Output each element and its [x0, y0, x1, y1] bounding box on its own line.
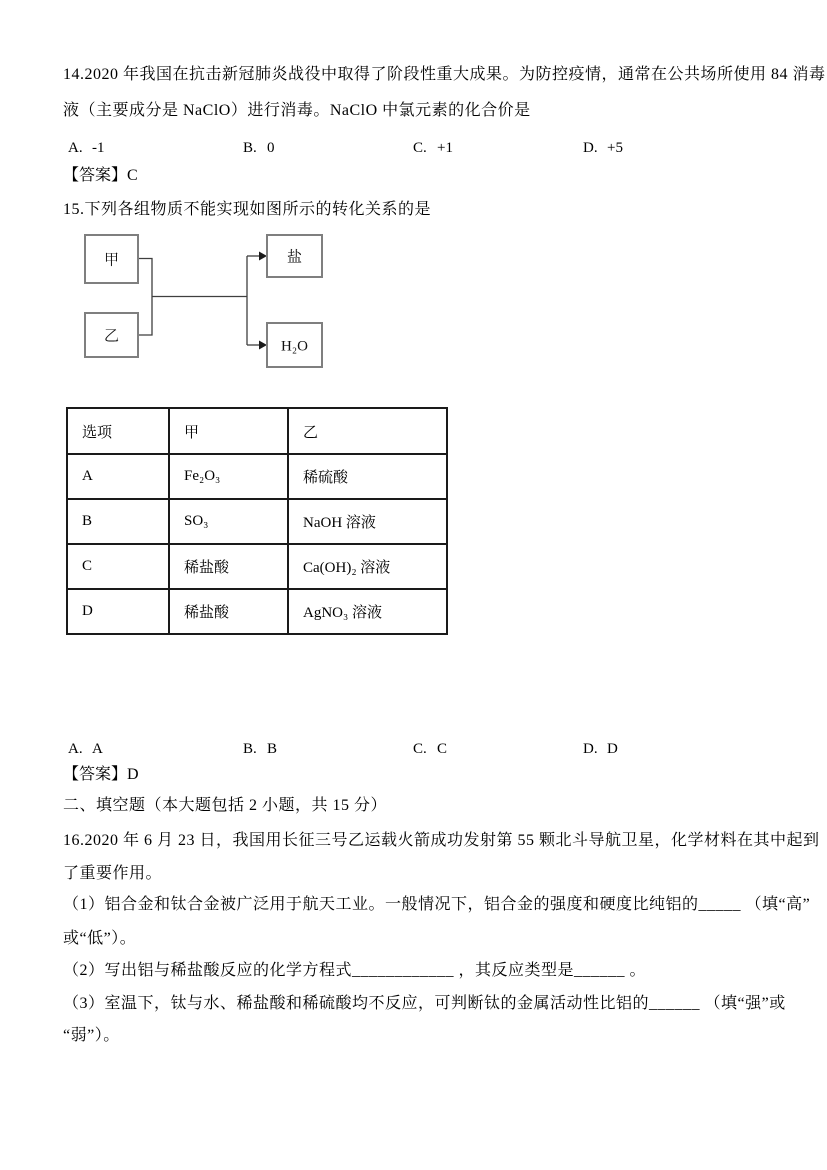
q14-option-b-label: B.	[243, 140, 257, 156]
q15-option-d-label: D.	[583, 741, 598, 757]
q15-option-a	[68, 739, 103, 759]
q15-options-table	[66, 407, 448, 635]
table-cell: 稀硫酸	[288, 454, 447, 499]
table-cell: C	[67, 544, 169, 589]
q15-option-c-value: C	[437, 741, 448, 757]
q14-option-d-label: D.	[583, 140, 598, 156]
q15-option-d	[583, 739, 618, 759]
table-header-option: 选项	[67, 408, 169, 454]
q15-answer-prefix: 【答案】	[63, 766, 128, 783]
table-row	[67, 589, 447, 634]
question-14-text-line-2: 液（主要成分是 NaClO）进行消毒。NaClO 中氯元素的化合价是	[63, 102, 531, 119]
table-cell: NaOH 溶液	[288, 499, 447, 544]
q16-part3-line-2: “弱”）。	[63, 1027, 120, 1044]
q14-answer-prefix: 【答案】	[63, 167, 128, 184]
q14-option-b-value: 0	[267, 140, 275, 156]
box-jia-label: 甲	[103, 252, 120, 269]
q14-option-b	[243, 138, 275, 158]
table-row	[67, 499, 447, 544]
table-cell: Fe₂O₃	[169, 454, 288, 499]
table-cell: 稀盐酸	[169, 544, 288, 589]
table-cell: AgNO₃ 溶液	[288, 589, 447, 634]
q15-answer-value: D	[127, 766, 139, 783]
q14-option-c	[413, 138, 453, 158]
table-header-jia: 甲	[169, 408, 288, 454]
table-row	[67, 544, 447, 589]
table-cell: Ca(OH)₂ 溶液	[288, 544, 447, 589]
q14-option-a-value: -1	[92, 140, 105, 156]
q16-part2-line: （2）写出铝与稀盐酸反应的化学方程式____________ ，其反应类型是______ 。	[63, 962, 647, 979]
arrowhead-water-icon	[259, 341, 267, 350]
table-row	[67, 454, 447, 499]
question-14-text-line-1: 14.2020 年我国在抗击新冠肺炎战役中取得了阶段性重大成果。为防控疫情，通常在公共场所使用 84 消毒	[63, 66, 826, 83]
left-connector-line	[138, 259, 152, 336]
q14-answer-value: C	[127, 167, 138, 184]
q15-option-d-value: D	[607, 741, 618, 757]
q14-option-d	[583, 138, 623, 158]
q15-option-a-value: A	[92, 741, 103, 757]
q15-option-a-label: A.	[68, 741, 83, 757]
q15-conversion-diagram	[78, 230, 338, 380]
table-cell: 稀盐酸	[169, 589, 288, 634]
q14-option-a-label: A.	[68, 140, 83, 156]
question-16-text-line-2: 了重要作用。	[63, 865, 163, 882]
q15-option-c	[413, 739, 447, 759]
table-cell: D	[67, 589, 169, 634]
q15-option-b-value: B	[267, 741, 278, 757]
question-16-text-line-1: 16.2020 年 6 月 23 日，我国用长征三号乙运载火箭成功发射第 55 颗北斗导航卫星，化学材料在其中起到	[63, 832, 820, 849]
q15-option-b	[243, 739, 277, 759]
q14-option-c-label: C.	[413, 140, 427, 156]
question-15-stem: 15.下列各组物质不能实现如图所示的转化关系的是	[63, 201, 432, 218]
box-water-label: H₂O	[281, 338, 308, 355]
q14-option-c-value: +1	[437, 140, 453, 156]
table-header-row	[67, 408, 447, 454]
q15-option-c-label: C.	[413, 741, 427, 757]
section-2-header: 二、填空题（本大题包括 2 小题，共 15 分）	[63, 797, 388, 814]
box-yi-label: 乙	[103, 328, 120, 345]
q15-option-b-label: B.	[243, 741, 257, 757]
q15-answer	[63, 764, 139, 786]
table-cell: SO₃	[169, 499, 288, 544]
q14-answer	[63, 165, 138, 187]
box-salt-label: 盐	[286, 249, 303, 266]
q16-part1-line-2: 或“低”）。	[63, 930, 137, 947]
table-cell: A	[67, 454, 169, 499]
table-cell: B	[67, 499, 169, 544]
q14-option-a	[68, 138, 105, 158]
q16-part1-line-1: （1）铝合金和钛合金被广泛用于航天工业。一般情况下，铝合金的强度和硬度比纯铝的_____ （填“高”	[63, 896, 811, 913]
arrowhead-salt-icon	[259, 252, 267, 261]
q14-option-d-value: +5	[607, 140, 623, 156]
table-header-yi: 乙	[288, 408, 447, 454]
q16-part3-line-1: （3）室温下，钛与水、稀盐酸和稀硫酸均不反应，可判断钛的金属活动性比铝的______ （填“强”或	[63, 995, 786, 1012]
